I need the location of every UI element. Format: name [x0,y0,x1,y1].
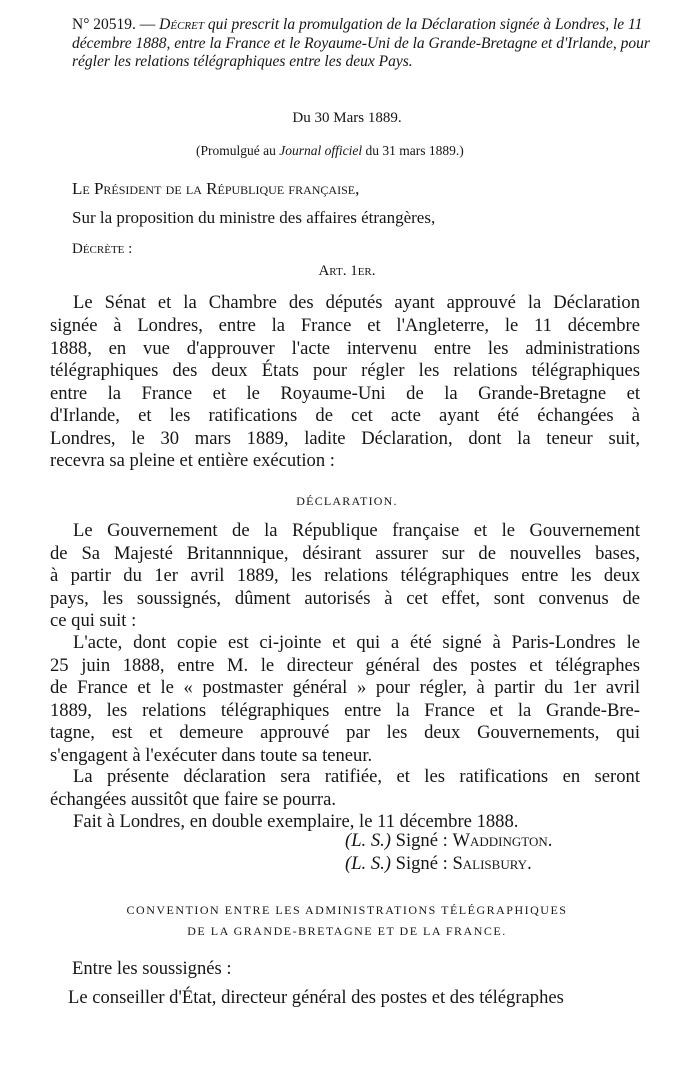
decree-title-text: qui prescrit la promulgation de la Déclaration signée à Londres, le 11 décembre 1888, entre la France et le Royaume-Uni de la Grande-Bretagne et d'Irlande, pour régler les relations télégraphiques entre les deux Pays. [72,16,650,70]
article-line: Le Sénat et la Chambre des députés ayant approuvé la Déclaration [73,292,640,313]
declaration-line: à partir du 1er avril 1889, les relations télégraphiques entre les deux [50,565,640,586]
proposition-line: Sur la proposition du ministre des affaires étrangères, [72,208,436,227]
article-line: entre la France et le Royaume-Uni de la Grande-Bretagne et [50,383,640,404]
promulgation-journal: Journal officiel [279,143,363,158]
declaration-line: La présente déclaration sera ratifiée, et les ratifications en seront [73,766,640,787]
declaration-line: Le Gouvernement de la République française et le Gouvernement [73,520,640,541]
decree-word: Décret [159,16,204,33]
declaration-line: L'acte, dont copie est ci-jointe et qui a été signé à Paris-Londres le [73,632,640,653]
signature-waddington [345,830,552,852]
seal-mark: (L. S.) [345,853,391,874]
declaration-line: Fait à Londres, en double exemplaire, le 11 décembre 1888. [73,811,519,832]
article-line: Londres, le 30 mars 1889, ladite Déclaration, dont la teneur suit, [50,428,640,449]
convention-heading-line1: CONVENTION ENTRE LES ADMINISTRATIONS TÉLÉGRAPHIQUES [126,903,568,917]
decrete-line: Décrète : [72,241,133,257]
article-line: signée à Londres, entre la France et l'Angleterre, le 11 décembre [50,315,640,336]
signed-label: Signé : [390,830,453,851]
promulgation-post: du 31 mars 1889.) [362,143,464,158]
convention-line: Entre les soussignés : [72,958,232,979]
signatory-name: Waddington. [452,830,553,851]
convention-line: Le conseiller d'État, directeur général des postes et des télégraphes [68,987,564,1008]
article-line: recevra sa pleine et entière exécution : [50,450,335,471]
decree-title [72,16,652,72]
article-line: d'Irlande, et les ratifications de cet acte ayant été échangées à [50,405,640,426]
promulgation-pre: (Promulgué au [196,143,280,158]
declaration-line: tagne, est et demeure approuvé par les deux Gouvernements, qui [50,722,640,743]
convention-heading-line2: DE LA GRANDE-BRETAGNE ET DE LA FRANCE. [187,924,507,938]
declaration-line: s'engagent à l'exécuter dans toute sa teneur. [50,745,373,766]
declaration-line: 25 juin 1888, entre M. le directeur général des postes et télégraphes [50,655,640,676]
signature-salisbury [345,853,532,875]
declaration-line: 1889, les relations télégraphiques entre la France et la Grande-Bre- [50,700,640,721]
declaration-heading: DÉCLARATION. [296,494,398,508]
article-line: 1888, en vue d'approuver l'acte intervenu entre les administrations [50,338,640,359]
signatory-name: Salisbury. [452,853,532,874]
decree-number: N° 20519. — [72,16,160,33]
declaration-line: échangées aussitôt que faire se pourra. [50,789,337,810]
promulgation-note [196,143,464,159]
article-heading: Art. 1er. [318,263,376,279]
president-line: Le Président de la République française, [72,179,360,198]
decree-date: Du 30 Mars 1889. [292,110,402,126]
signed-label: Signé : [390,853,453,874]
article-line: télégraphiques des deux États pour régler les relations télégraphiques [50,360,640,381]
declaration-line: pays, les soussignés, dûment autorisés à cet effet, sont convenus de [50,588,640,609]
declaration-line: ce qui suit : [50,610,137,631]
declaration-line: de France et le « postmaster général » pour régler, à partir du 1er avril [50,677,640,698]
seal-mark: (L. S.) [345,830,391,851]
declaration-line: de Sa Majesté Britannnique, désirant assurer sur de nouvelles bases, [50,543,640,564]
